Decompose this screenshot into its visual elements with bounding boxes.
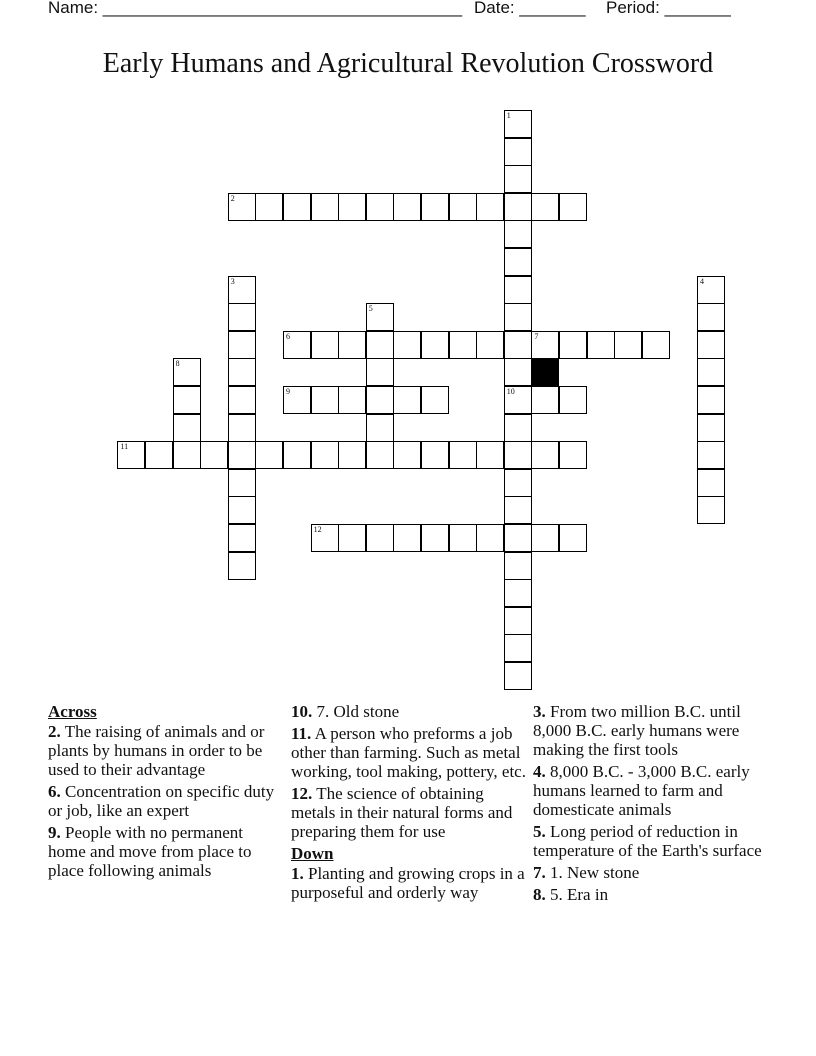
grid-cell[interactable] xyxy=(338,193,366,221)
grid-cell[interactable] xyxy=(338,441,366,469)
grid-cell[interactable] xyxy=(283,441,311,469)
clue-number: 11 xyxy=(120,442,129,452)
down-clue: 8. 5. Era in xyxy=(533,885,609,904)
grid-cell[interactable] xyxy=(531,331,559,359)
grid-cell[interactable] xyxy=(504,634,532,662)
grid-cell[interactable] xyxy=(504,469,532,497)
grid-cell[interactable] xyxy=(421,441,449,469)
grid-cell[interactable] xyxy=(366,524,394,552)
grid-cell[interactable] xyxy=(283,193,311,221)
grid-cell[interactable] xyxy=(366,331,394,359)
grid-cell[interactable] xyxy=(200,441,228,469)
clue-number: 12 xyxy=(313,525,322,534)
grid-cell[interactable] xyxy=(393,193,421,221)
grid-cell[interactable] xyxy=(311,441,339,469)
grid-cell[interactable] xyxy=(421,386,449,414)
grid-cell[interactable] xyxy=(393,331,421,359)
grid-cell[interactable] xyxy=(504,579,532,607)
grid-cell[interactable] xyxy=(366,303,394,331)
grid-cell[interactable] xyxy=(476,524,504,552)
grid-cell[interactable] xyxy=(421,193,449,221)
grid-cell[interactable] xyxy=(173,441,201,469)
across-clue: 9. People with no permanent home and move from place to place following animals xyxy=(48,823,252,880)
grid-cell[interactable] xyxy=(504,496,532,524)
grid-cell[interactable] xyxy=(283,331,311,359)
across-clue: 11. A person who preforms a job other than farming. Such as metal working, tool making, pottery, etc. xyxy=(291,724,526,781)
grid-cell[interactable] xyxy=(559,193,587,221)
grid-cell[interactable] xyxy=(228,276,256,304)
grid-cell[interactable] xyxy=(476,193,504,221)
grid-cell[interactable] xyxy=(173,386,201,414)
date-field[interactable]: Date: _______ xyxy=(474,0,586,17)
grid-cell[interactable] xyxy=(504,386,532,414)
grid-cell[interactable] xyxy=(642,331,670,359)
grid-cell[interactable] xyxy=(338,524,366,552)
clue-number: 8 xyxy=(175,359,180,369)
grid-cell[interactable] xyxy=(421,524,449,552)
across-clue: 12. The science of obtaining metals in their natural forms and preparing them for use xyxy=(291,784,513,841)
down-clue: 5. Long period of reduction in temperature of the Earth's surface xyxy=(533,822,762,860)
across-clue: 6. Concentration on specific duty or job, like an expert xyxy=(48,782,275,820)
grid-cell[interactable] xyxy=(338,331,366,359)
grid-cell[interactable] xyxy=(476,441,504,469)
grid-cell[interactable] xyxy=(173,358,201,386)
grid-cell[interactable] xyxy=(255,441,283,469)
grid-cell[interactable] xyxy=(228,193,256,221)
grid-cell[interactable] xyxy=(449,441,477,469)
clue-number: 10 xyxy=(506,387,515,396)
grid-cell[interactable] xyxy=(504,331,532,359)
grid-cell[interactable] xyxy=(283,386,311,414)
down-heading: Down xyxy=(291,844,334,863)
down-clue: 4. 8,000 B.C. - 3,000 B.C. early humans learned to farm and domesticate animals xyxy=(533,762,750,819)
grid-cell[interactable] xyxy=(531,386,559,414)
grid-cell[interactable] xyxy=(228,331,256,359)
grid-cell[interactable] xyxy=(504,220,532,248)
grid-cell[interactable] xyxy=(504,110,532,138)
grid-cell[interactable] xyxy=(449,331,477,359)
grid-cell[interactable] xyxy=(366,414,394,442)
grid-cell[interactable] xyxy=(504,662,532,690)
page-title: Early Humans and Agricultural Revolution Crossword xyxy=(102,48,714,79)
grid-cell[interactable] xyxy=(255,193,283,221)
grid-cell[interactable] xyxy=(173,414,201,442)
grid-cell[interactable] xyxy=(366,358,394,386)
grid-cell[interactable] xyxy=(531,193,559,221)
grid-cell[interactable] xyxy=(366,386,394,414)
grid-cell[interactable] xyxy=(366,441,394,469)
grid-cell[interactable] xyxy=(504,193,532,221)
grid-cell[interactable] xyxy=(228,496,256,524)
clue-number: 2 xyxy=(230,193,235,203)
grid-cell[interactable] xyxy=(476,331,504,359)
grid-cell[interactable] xyxy=(228,303,256,331)
grid-cell[interactable] xyxy=(697,276,725,304)
down-clue: 1. Planting and growing crops in a purposeful and orderly way xyxy=(291,864,525,902)
grid-cell[interactable] xyxy=(559,524,587,552)
grid-cell[interactable] xyxy=(697,496,725,524)
grid-cell[interactable] xyxy=(145,441,173,469)
grid-cell[interactable] xyxy=(531,441,559,469)
grid-cell[interactable] xyxy=(559,441,587,469)
grid-cell[interactable] xyxy=(504,138,532,166)
grid-cell[interactable] xyxy=(449,524,477,552)
clue-number: 6 xyxy=(286,331,290,341)
grid-cell[interactable] xyxy=(117,441,145,469)
grid-cell[interactable] xyxy=(228,386,256,414)
grid-cell[interactable] xyxy=(228,441,256,469)
down-clue: 7. 1. New stone xyxy=(533,863,640,882)
grid-cell[interactable] xyxy=(504,358,532,386)
grid-cell[interactable] xyxy=(311,193,339,221)
grid-cell[interactable] xyxy=(697,303,725,331)
grid-cell[interactable] xyxy=(697,441,725,469)
grid-cell[interactable] xyxy=(421,331,449,359)
grid-cell[interactable] xyxy=(228,524,256,552)
grid-cell[interactable] xyxy=(504,303,532,331)
across-heading: Across xyxy=(48,702,97,721)
grid-cell[interactable] xyxy=(587,331,615,359)
grid-cell[interactable] xyxy=(228,414,256,442)
grid-cell[interactable] xyxy=(697,414,725,442)
black-cell xyxy=(531,358,559,386)
clue-number: 5 xyxy=(368,304,373,314)
name-field[interactable]: Name: ______________________________________ xyxy=(48,0,463,17)
clue-column-2 xyxy=(291,702,527,905)
grid-cell[interactable] xyxy=(228,552,256,580)
grid-cell[interactable] xyxy=(614,331,642,359)
down-clue: 3. From two million B.C. until 8,000 B.C. early humans were making the first tools xyxy=(533,702,741,759)
grid-cell[interactable] xyxy=(531,524,559,552)
grid-cell[interactable] xyxy=(559,331,587,359)
grid-cell[interactable] xyxy=(393,524,421,552)
grid-cell[interactable] xyxy=(504,276,532,304)
clue-number: 3 xyxy=(230,276,235,286)
grid-cell[interactable] xyxy=(504,414,532,442)
grid-cell[interactable] xyxy=(311,524,339,552)
across-clue: 10. 7. Old stone xyxy=(291,702,400,721)
grid-cell[interactable] xyxy=(504,165,532,193)
clue-number: 4 xyxy=(700,276,704,286)
grid-cell[interactable] xyxy=(504,552,532,580)
clue-number: 1 xyxy=(506,111,511,120)
grid-cell[interactable] xyxy=(366,193,394,221)
grid-cell[interactable] xyxy=(393,386,421,414)
grid-cell[interactable] xyxy=(504,248,532,276)
grid-cell[interactable] xyxy=(311,386,339,414)
across-clue: 2. The raising of animals and or plants by humans in order to be used to their advantage xyxy=(48,722,265,779)
grid-cell[interactable] xyxy=(697,469,725,497)
grid-cell[interactable] xyxy=(559,386,587,414)
grid-cell[interactable] xyxy=(504,607,532,635)
clue-column-1 xyxy=(48,702,278,883)
clue-number: 9 xyxy=(286,387,290,396)
clue-number: 7 xyxy=(534,331,539,341)
grid-cell[interactable] xyxy=(228,469,256,497)
grid-cell[interactable] xyxy=(697,386,725,414)
period-field[interactable]: Period: _______ xyxy=(606,0,731,17)
grid-cell[interactable] xyxy=(393,441,421,469)
grid-cell[interactable] xyxy=(449,193,477,221)
grid-cell[interactable] xyxy=(228,358,256,386)
grid-cell[interactable] xyxy=(504,441,532,469)
grid-cell[interactable] xyxy=(338,386,366,414)
grid-cell[interactable] xyxy=(697,331,725,359)
grid-cell[interactable] xyxy=(697,358,725,386)
clue-column-3 xyxy=(533,702,769,907)
grid-cell[interactable] xyxy=(504,524,532,552)
grid-cell[interactable] xyxy=(311,331,339,359)
